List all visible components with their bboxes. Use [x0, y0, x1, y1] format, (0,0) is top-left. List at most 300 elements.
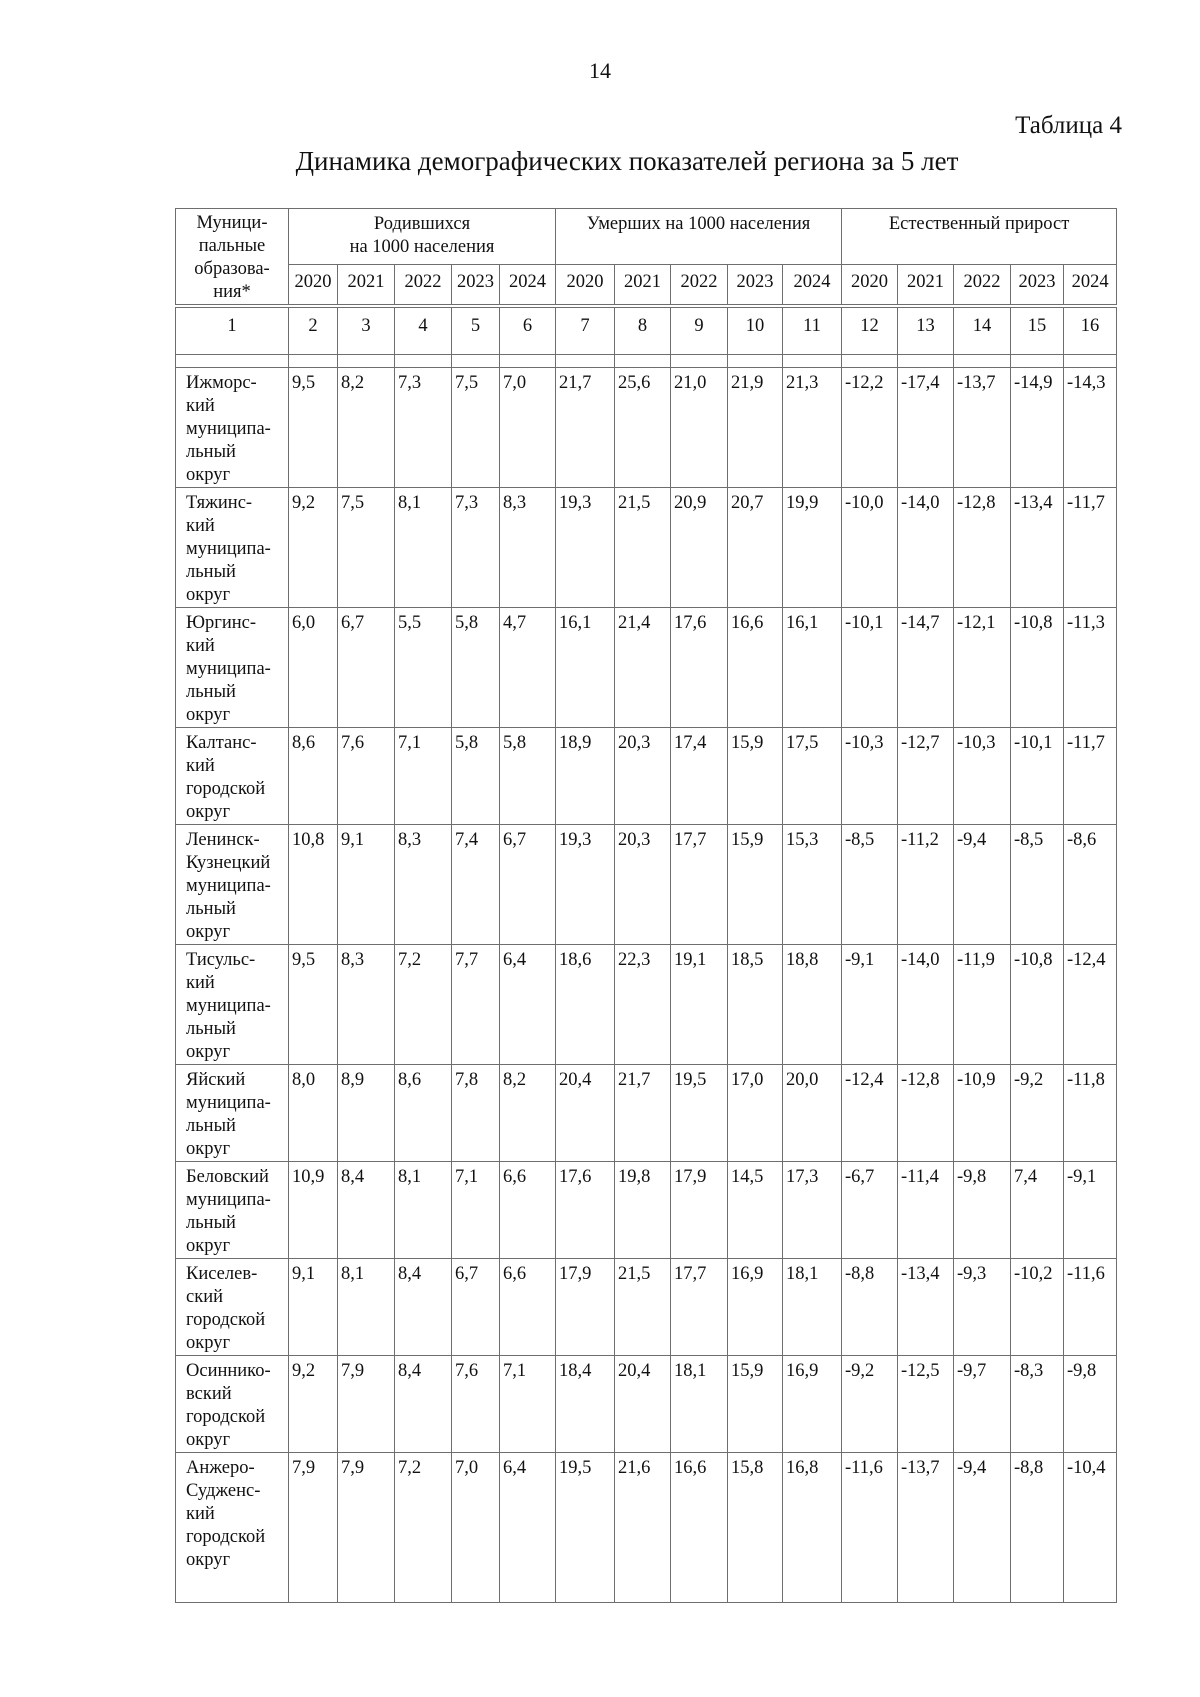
column-number: 2 — [289, 308, 338, 355]
spacer-cell — [783, 355, 842, 368]
value-cell: 7,2 — [395, 1453, 452, 1603]
value-cell: -12,7 — [898, 728, 954, 825]
value-cell: -11,9 — [954, 945, 1011, 1065]
value-cell: 7,8 — [452, 1065, 500, 1162]
table-row — [176, 368, 1117, 488]
column-number: 15 — [1011, 308, 1064, 355]
municipality-name-line: льный — [186, 1116, 236, 1136]
value-cell: 8,9 — [338, 1065, 395, 1162]
value-cell: -11,7 — [1064, 728, 1117, 825]
value-cell: -12,2 — [842, 368, 898, 488]
municipality-name-line: льный — [186, 562, 236, 582]
value-cell: 17,9 — [556, 1259, 615, 1356]
value-cell: 4,7 — [500, 608, 556, 728]
value-cell: 9,2 — [289, 488, 338, 608]
municipality-name-line: округ — [186, 585, 231, 605]
group-header-2 — [556, 209, 842, 265]
table-row — [176, 1259, 1117, 1356]
value-cell: 6,6 — [500, 1162, 556, 1259]
value-cell: 8,2 — [338, 368, 395, 488]
municipality-name-line: Юргинс- — [186, 613, 257, 633]
table-title — [0, 146, 1200, 177]
value-cell: -8,8 — [1011, 1453, 1064, 1603]
municipality-name-line: Осиннико- — [186, 1361, 271, 1381]
value-cell: 16,9 — [728, 1259, 783, 1356]
value-cell: 6,0 — [289, 608, 338, 728]
column-number: 4 — [395, 308, 452, 355]
year-header: 2021 — [898, 265, 954, 305]
year-header: 2023 — [452, 265, 500, 305]
value-cell: 8,3 — [338, 945, 395, 1065]
value-cell: 18,6 — [556, 945, 615, 1065]
municipality-name — [176, 728, 289, 825]
value-cell: 21,9 — [728, 368, 783, 488]
year-header: 2022 — [395, 265, 452, 305]
spacer-cell — [1064, 355, 1117, 368]
municipality-name-line: муниципа- — [186, 1093, 271, 1113]
value-cell: -9,8 — [1064, 1356, 1117, 1453]
municipality-header — [176, 209, 289, 305]
value-cell: -14,0 — [898, 488, 954, 608]
municipality-name-line: кий — [186, 636, 215, 656]
value-cell: 17,9 — [671, 1162, 728, 1259]
municipality-name-line: Судженс- — [186, 1481, 261, 1501]
value-cell: 8,1 — [395, 488, 452, 608]
municipality-name-line: округ — [186, 802, 231, 822]
municipality-name-line: округ — [186, 705, 231, 725]
value-cell: -8,8 — [842, 1259, 898, 1356]
value-cell: -11,3 — [1064, 608, 1117, 728]
group-header-3 — [842, 209, 1117, 265]
value-cell: -10,8 — [1011, 608, 1064, 728]
column-number: 6 — [500, 308, 556, 355]
page-number: 14 — [589, 58, 611, 83]
spacer-cell — [728, 355, 783, 368]
value-cell: 20,9 — [671, 488, 728, 608]
value-cell: 7,3 — [452, 488, 500, 608]
value-cell: -10,1 — [842, 608, 898, 728]
year-header: 2021 — [338, 265, 395, 305]
table-row — [176, 1065, 1117, 1162]
municipality-name-line: кий — [186, 756, 215, 776]
value-cell: 18,1 — [783, 1259, 842, 1356]
value-cell: -10,8 — [1011, 945, 1064, 1065]
value-cell: -11,6 — [1064, 1259, 1117, 1356]
table-caption: Таблица 4 — [1015, 112, 1122, 139]
value-cell: 7,1 — [395, 728, 452, 825]
column-number-row — [176, 308, 1117, 355]
spacer-cell — [671, 355, 728, 368]
municipality-name-line: муниципа- — [186, 876, 271, 896]
value-cell: 21,3 — [783, 368, 842, 488]
value-cell: 16,9 — [783, 1356, 842, 1453]
municipality-name-line: Яйский — [186, 1070, 246, 1090]
value-cell: 8,6 — [395, 1065, 452, 1162]
spacer-cell — [176, 355, 289, 368]
value-cell: -14,7 — [898, 608, 954, 728]
municipality-name-line: кий — [186, 1504, 215, 1524]
value-cell: -12,8 — [954, 488, 1011, 608]
value-cell: 19,8 — [615, 1162, 671, 1259]
value-cell: 6,7 — [500, 825, 556, 945]
municipality-name-line: муниципа- — [186, 996, 271, 1016]
value-cell: -13,7 — [954, 368, 1011, 488]
year-header: 2024 — [1064, 265, 1117, 305]
value-cell: 18,5 — [728, 945, 783, 1065]
value-cell: -11,8 — [1064, 1065, 1117, 1162]
value-cell: 8,0 — [289, 1065, 338, 1162]
table-row — [176, 1356, 1117, 1453]
value-cell: 16,1 — [783, 608, 842, 728]
value-cell: -8,6 — [1064, 825, 1117, 945]
value-cell: -6,7 — [842, 1162, 898, 1259]
table-title-text: Динамика демографических показателей региона за 5 лет — [295, 146, 959, 176]
value-cell: -13,4 — [1011, 488, 1064, 608]
value-cell: 16,6 — [728, 608, 783, 728]
value-cell: 21,0 — [671, 368, 728, 488]
municipality-name-line: кий — [186, 973, 215, 993]
spacer-cell — [898, 355, 954, 368]
value-cell: 16,6 — [671, 1453, 728, 1603]
column-number: 11 — [783, 308, 842, 355]
table-row — [176, 608, 1117, 728]
municipality-name-line: муниципа- — [186, 1190, 271, 1210]
spacer-cell — [338, 355, 395, 368]
value-cell: 18,4 — [556, 1356, 615, 1453]
year-header: 2023 — [728, 265, 783, 305]
value-cell: -9,7 — [954, 1356, 1011, 1453]
value-cell: 7,5 — [338, 488, 395, 608]
value-cell: 20,7 — [728, 488, 783, 608]
value-cell: 9,1 — [338, 825, 395, 945]
municipality-name-line: Анжеро- — [186, 1458, 255, 1478]
value-cell: -14,0 — [898, 945, 954, 1065]
municipality-name — [176, 1259, 289, 1356]
municipality-name-line: муниципа- — [186, 659, 271, 679]
value-cell: 10,9 — [289, 1162, 338, 1259]
municipality-name-line: Ижморс- — [186, 373, 257, 393]
municipality-name — [176, 368, 289, 488]
value-cell: -9,1 — [842, 945, 898, 1065]
year-header: 2020 — [842, 265, 898, 305]
municipality-name-line: городской — [186, 1527, 266, 1547]
value-cell: -9,2 — [842, 1356, 898, 1453]
value-cell: 7,4 — [1011, 1162, 1064, 1259]
value-cell: 7,5 — [452, 368, 500, 488]
table-header — [175, 208, 1117, 305]
value-cell: -14,3 — [1064, 368, 1117, 488]
value-cell: 19,5 — [671, 1065, 728, 1162]
municipality-header-line: ния* — [213, 282, 251, 302]
value-cell: 17,0 — [728, 1065, 783, 1162]
group-header-line: Умерших на 1000 населения — [586, 214, 811, 234]
municipality-name-line: кий — [186, 516, 215, 536]
municipality-header-line: образова- — [194, 259, 270, 279]
value-cell: 15,8 — [728, 1453, 783, 1603]
value-cell: -10,0 — [842, 488, 898, 608]
value-cell: 7,4 — [452, 825, 500, 945]
year-header: 2022 — [954, 265, 1011, 305]
municipality-name — [176, 825, 289, 945]
value-cell: 21,7 — [556, 368, 615, 488]
value-cell: 5,8 — [500, 728, 556, 825]
header-group-row — [176, 209, 1117, 265]
value-cell: 15,9 — [728, 728, 783, 825]
value-cell: 8,3 — [500, 488, 556, 608]
group-header-line: Естественный прирост — [888, 214, 1070, 234]
value-cell: -8,5 — [1011, 825, 1064, 945]
value-cell: -9,2 — [1011, 1065, 1064, 1162]
value-cell: -11,6 — [842, 1453, 898, 1603]
value-cell: 8,4 — [395, 1259, 452, 1356]
spacer-row — [176, 355, 1117, 368]
value-cell: 8,1 — [338, 1259, 395, 1356]
value-cell: 7,0 — [452, 1453, 500, 1603]
value-cell: 5,5 — [395, 608, 452, 728]
value-cell: 9,5 — [289, 368, 338, 488]
municipality-name-line: округ — [186, 465, 231, 485]
value-cell: -9,1 — [1064, 1162, 1117, 1259]
value-cell: -13,7 — [898, 1453, 954, 1603]
value-cell: -11,7 — [1064, 488, 1117, 608]
column-number: 3 — [338, 308, 395, 355]
value-cell: -11,2 — [898, 825, 954, 945]
value-cell: 7,1 — [452, 1162, 500, 1259]
value-cell: 17,6 — [671, 608, 728, 728]
group-header-1 — [289, 209, 556, 265]
municipality-name-line: округ — [186, 1139, 231, 1159]
value-cell: -9,3 — [954, 1259, 1011, 1356]
value-cell: 6,6 — [500, 1259, 556, 1356]
municipality-name-line: городской — [186, 1407, 266, 1427]
municipality-name-line: городской — [186, 1310, 266, 1330]
value-cell: -12,5 — [898, 1356, 954, 1453]
municipality-name-line: городской — [186, 779, 266, 799]
municipality-name-line: Тяжинс- — [186, 493, 253, 513]
value-cell: 15,9 — [728, 1356, 783, 1453]
column-number: 13 — [898, 308, 954, 355]
municipality-name — [176, 1356, 289, 1453]
spacer-cell — [289, 355, 338, 368]
value-cell: 17,6 — [556, 1162, 615, 1259]
table-row — [176, 1453, 1117, 1603]
column-number: 8 — [615, 308, 671, 355]
value-cell: 20,0 — [783, 1065, 842, 1162]
year-header: 2022 — [671, 265, 728, 305]
value-cell: 19,9 — [783, 488, 842, 608]
municipality-name-line: Калтанс- — [186, 733, 257, 753]
header-year-row — [176, 265, 1117, 305]
municipality-header-line: пальные — [198, 236, 266, 256]
column-number: 12 — [842, 308, 898, 355]
value-cell: -13,4 — [898, 1259, 954, 1356]
value-cell: 16,8 — [783, 1453, 842, 1603]
value-cell: -10,4 — [1064, 1453, 1117, 1603]
value-cell: -10,3 — [842, 728, 898, 825]
year-header: 2021 — [615, 265, 671, 305]
value-cell: -17,4 — [898, 368, 954, 488]
spacer-cell — [1011, 355, 1064, 368]
value-cell: -9,8 — [954, 1162, 1011, 1259]
value-cell: -10,3 — [954, 728, 1011, 825]
spacer-cell — [395, 355, 452, 368]
value-cell: 8,1 — [395, 1162, 452, 1259]
value-cell: 21,4 — [615, 608, 671, 728]
value-cell: -9,4 — [954, 1453, 1011, 1603]
value-cell: 21,6 — [615, 1453, 671, 1603]
year-header: 2023 — [1011, 265, 1064, 305]
municipality-name-line: округ — [186, 1550, 231, 1570]
column-number: 1 — [176, 308, 289, 355]
value-cell: 19,3 — [556, 488, 615, 608]
spacer-cell — [500, 355, 556, 368]
table-row — [176, 728, 1117, 825]
value-cell: 20,3 — [615, 825, 671, 945]
value-cell: 8,2 — [500, 1065, 556, 1162]
municipality-name — [176, 1065, 289, 1162]
municipality-name-line: вский — [186, 1384, 232, 1404]
value-cell: 7,6 — [338, 728, 395, 825]
value-cell: -12,1 — [954, 608, 1011, 728]
spacer-cell — [842, 355, 898, 368]
value-cell: 18,8 — [783, 945, 842, 1065]
value-cell: -10,1 — [1011, 728, 1064, 825]
value-cell: -11,4 — [898, 1162, 954, 1259]
column-number: 16 — [1064, 308, 1117, 355]
municipality-name-line: льный — [186, 682, 236, 702]
value-cell: 15,9 — [728, 825, 783, 945]
value-cell: 7,6 — [452, 1356, 500, 1453]
value-cell: 17,7 — [671, 1259, 728, 1356]
value-cell: 7,3 — [395, 368, 452, 488]
value-cell: 7,7 — [452, 945, 500, 1065]
value-cell: 19,1 — [671, 945, 728, 1065]
value-cell: 9,5 — [289, 945, 338, 1065]
value-cell: 17,3 — [783, 1162, 842, 1259]
value-cell: 7,2 — [395, 945, 452, 1065]
municipality-name-line: льный — [186, 899, 236, 919]
value-cell: 6,4 — [500, 1453, 556, 1603]
value-cell: 7,1 — [500, 1356, 556, 1453]
table-row — [176, 825, 1117, 945]
municipality-name — [176, 1162, 289, 1259]
year-header: 2024 — [783, 265, 842, 305]
value-cell: 16,1 — [556, 608, 615, 728]
value-cell: 8,4 — [395, 1356, 452, 1453]
value-cell: 14,5 — [728, 1162, 783, 1259]
municipality-name-line: льный — [186, 1019, 236, 1039]
table-row — [176, 1162, 1117, 1259]
value-cell: 21,7 — [615, 1065, 671, 1162]
value-cell: 8,3 — [395, 825, 452, 945]
value-cell: 18,9 — [556, 728, 615, 825]
value-cell: 7,9 — [338, 1356, 395, 1453]
municipality-name-line: льный — [186, 442, 236, 462]
value-cell: 8,4 — [338, 1162, 395, 1259]
value-cell: 15,3 — [783, 825, 842, 945]
year-header: 2020 — [289, 265, 338, 305]
municipality-header-line: Муници- — [196, 213, 268, 233]
value-cell: 18,1 — [671, 1356, 728, 1453]
municipality-name-line: округ — [186, 1236, 231, 1256]
value-cell: 5,8 — [452, 608, 500, 728]
municipality-name — [176, 1453, 289, 1603]
year-header: 2020 — [556, 265, 615, 305]
municipality-name-line: кий — [186, 396, 215, 416]
value-cell: 25,6 — [615, 368, 671, 488]
value-cell: 6,7 — [338, 608, 395, 728]
value-cell: -10,9 — [954, 1065, 1011, 1162]
value-cell: 17,5 — [783, 728, 842, 825]
municipality-name-line: Киселев- — [186, 1264, 258, 1284]
municipality-name-line: льный — [186, 1213, 236, 1233]
value-cell: 19,5 — [556, 1453, 615, 1603]
spacer-cell — [556, 355, 615, 368]
value-cell: 8,6 — [289, 728, 338, 825]
value-cell: -12,4 — [1064, 945, 1117, 1065]
year-header: 2024 — [500, 265, 556, 305]
value-cell: 19,3 — [556, 825, 615, 945]
value-cell: 20,4 — [556, 1065, 615, 1162]
value-cell: 17,7 — [671, 825, 728, 945]
value-cell: 9,2 — [289, 1356, 338, 1453]
municipality-name — [176, 608, 289, 728]
value-cell: -12,4 — [842, 1065, 898, 1162]
value-cell: 5,8 — [452, 728, 500, 825]
value-cell: -9,4 — [954, 825, 1011, 945]
municipality-name — [176, 945, 289, 1065]
spacer-cell — [954, 355, 1011, 368]
municipality-name-line: муниципа- — [186, 419, 271, 439]
municipality-name-line: муниципа- — [186, 539, 271, 559]
value-cell: 21,5 — [615, 1259, 671, 1356]
value-cell: 17,4 — [671, 728, 728, 825]
value-cell: 20,4 — [615, 1356, 671, 1453]
column-number: 9 — [671, 308, 728, 355]
spacer-cell — [452, 355, 500, 368]
municipality-name — [176, 488, 289, 608]
column-number: 14 — [954, 308, 1011, 355]
value-cell: -12,8 — [898, 1065, 954, 1162]
column-number: 10 — [728, 308, 783, 355]
value-cell: -14,9 — [1011, 368, 1064, 488]
spacer-cell — [615, 355, 671, 368]
value-cell: 6,7 — [452, 1259, 500, 1356]
table-row — [176, 945, 1117, 1065]
value-cell: 20,3 — [615, 728, 671, 825]
value-cell: 21,5 — [615, 488, 671, 608]
municipality-name-line: округ — [186, 1333, 231, 1353]
value-cell: 6,4 — [500, 945, 556, 1065]
municipality-name-line: Тисульс- — [186, 950, 256, 970]
value-cell: 7,9 — [338, 1453, 395, 1603]
municipality-name-line: Ленинск- — [186, 830, 260, 850]
municipality-name-line: Беловский — [186, 1167, 269, 1187]
value-cell: -8,5 — [842, 825, 898, 945]
value-cell: 7,9 — [289, 1453, 338, 1603]
value-cell: -8,3 — [1011, 1356, 1064, 1453]
value-cell: 10,8 — [289, 825, 338, 945]
value-cell: -10,2 — [1011, 1259, 1064, 1356]
column-number: 7 — [556, 308, 615, 355]
value-cell: 7,0 — [500, 368, 556, 488]
data-table — [175, 307, 1117, 1603]
group-header-line: на 1000 населения — [349, 237, 495, 257]
municipality-name-line: ский — [186, 1287, 223, 1307]
value-cell: 22,3 — [615, 945, 671, 1065]
municipality-name-line: Кузнецкий — [186, 853, 271, 873]
municipality-name-line: округ — [186, 1042, 231, 1062]
